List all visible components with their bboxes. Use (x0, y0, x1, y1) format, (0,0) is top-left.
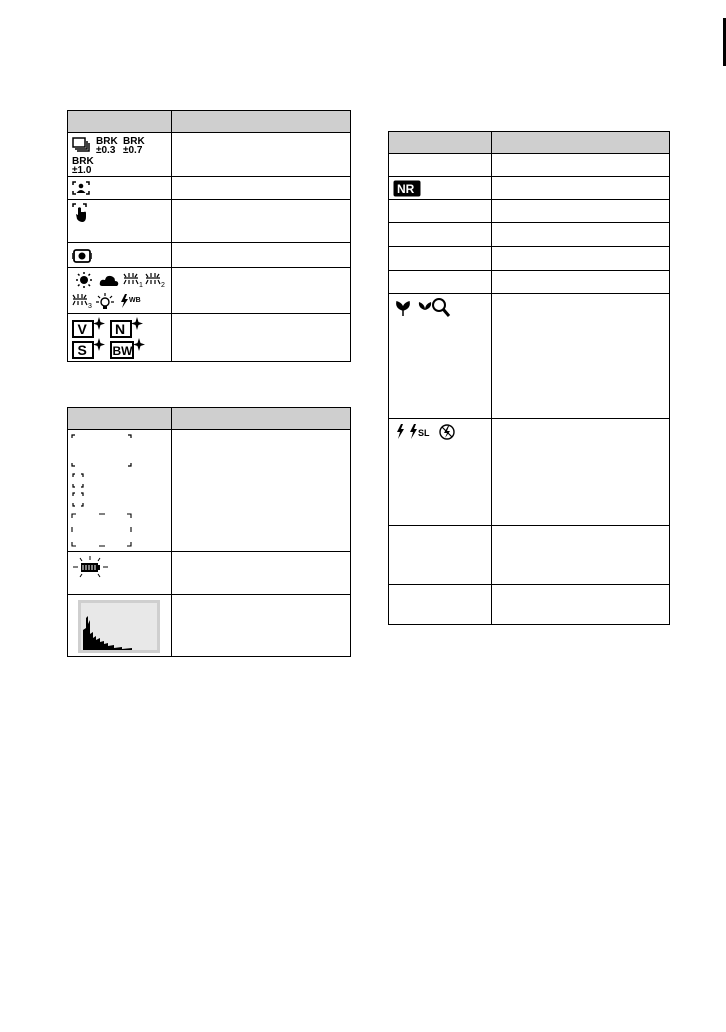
face-detection-icon (72, 181, 90, 195)
table-row (389, 200, 670, 223)
fluorescent-2-icon (145, 272, 169, 288)
table-header (389, 132, 670, 154)
macro-icon (393, 298, 413, 318)
table-row (389, 294, 670, 419)
natural-icon (110, 317, 144, 339)
table-row (68, 133, 351, 177)
table-row (389, 154, 670, 177)
slow-sync-label: SL (418, 428, 430, 438)
af-range-finder-icon (71, 432, 135, 550)
continuous-shooting-icon (72, 137, 92, 153)
histogram-icon (78, 600, 160, 653)
brk-07-label: BRK ±0.7 (123, 136, 145, 156)
table-row (68, 177, 351, 200)
black-white-icon (110, 338, 146, 360)
black-white-label: BW (112, 344, 133, 358)
table-row (68, 314, 351, 362)
fluorescent-3-number: 3 (88, 303, 92, 309)
table-a (67, 110, 351, 362)
table-row (389, 247, 670, 271)
flash-mode-icons (395, 422, 475, 442)
table-row (389, 585, 670, 625)
magnifier-macro-icon (417, 297, 451, 319)
fluorescent-1-icon (123, 272, 145, 288)
natural-label: N (115, 321, 126, 337)
vivid-icon (72, 317, 106, 339)
table-row (68, 268, 351, 314)
table-b (67, 407, 351, 657)
vivid-label: V (77, 321, 87, 337)
noise-reduction-icon (393, 180, 421, 197)
table-row (68, 200, 351, 243)
cloudy-icon (99, 273, 119, 287)
brk-10-label: BRK ±1.0 (72, 156, 94, 176)
wb-label: WB (129, 297, 141, 304)
table-c (388, 131, 670, 625)
table-row (389, 526, 670, 585)
battery-warning-icon (71, 556, 111, 580)
sepia-label: S (77, 342, 87, 358)
table-row (389, 177, 670, 200)
table-row (68, 552, 351, 595)
nr-label: NR (397, 182, 415, 196)
fluorescent-1-number: 1 (139, 282, 143, 288)
brk-03-label: BRK ±0.3 (96, 136, 118, 156)
steadyshot-icon (72, 247, 92, 264)
incandescent-icon (95, 292, 115, 310)
touch-af-icon (72, 203, 90, 223)
table-row (68, 595, 351, 657)
table-row (68, 430, 351, 552)
fluorescent-2-number: 2 (161, 282, 165, 288)
table-header (68, 111, 351, 133)
table-row (389, 419, 670, 526)
drive-bracket-cell (68, 133, 172, 177)
sepia-icon (72, 338, 106, 360)
daylight-icon (74, 271, 94, 289)
table-header (68, 408, 351, 430)
table-row (389, 223, 670, 247)
fluorescent-3-icon (72, 293, 94, 309)
table-row (68, 243, 351, 268)
flash-wb-icon (120, 293, 146, 309)
table-row (389, 271, 670, 294)
